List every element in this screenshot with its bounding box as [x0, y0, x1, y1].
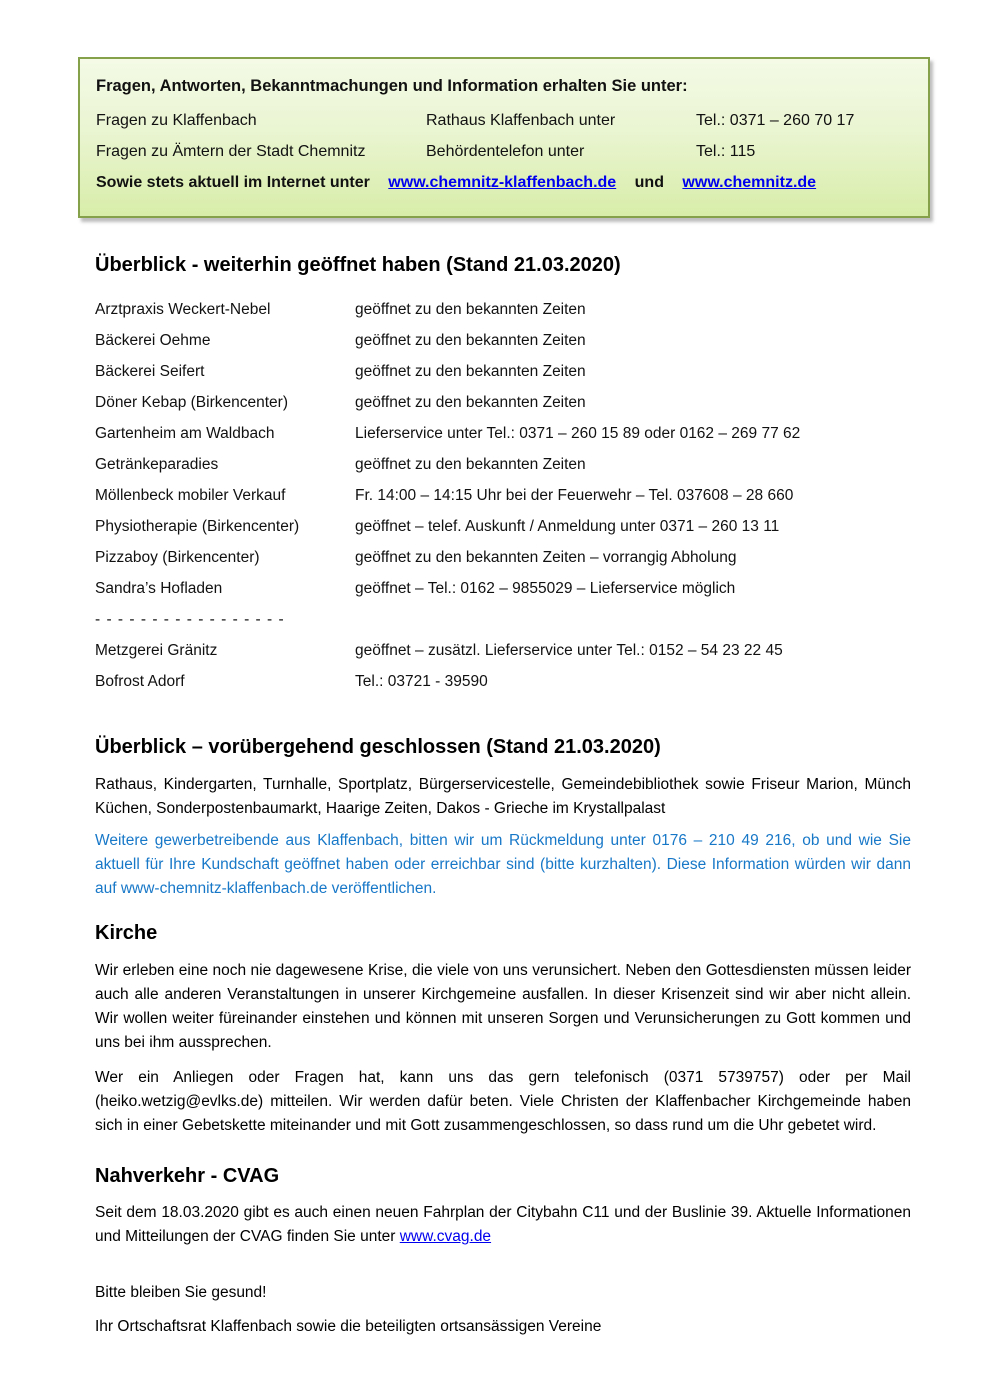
open-business-list: [95, 294, 911, 604]
business-status: geöffnet zu den bekannten Zeiten: [355, 394, 586, 411]
business-status: geöffnet zu den bekannten Zeiten: [355, 456, 586, 473]
business-status: geöffnet – zusätzl. Lieferservice unter Tel.: 0152 – 54 23 22 45: [355, 642, 783, 659]
business-row: [95, 635, 911, 666]
business-name: Möllenbeck mobiler Verkauf: [95, 487, 286, 504]
dashed-separator: - - - - - - - - - - - - - - - - -: [95, 611, 285, 628]
transport-paragraph: [95, 1201, 911, 1249]
business-status: geöffnet zu den bekannten Zeiten: [355, 301, 586, 318]
business-name: Bofrost Adorf: [95, 673, 185, 690]
business-name: Bäckerei Oehme: [95, 332, 211, 349]
info-row-topic: Fragen zu Ämtern der Stadt Chemnitz: [96, 143, 366, 160]
main-content: [95, 0, 911, 1339]
business-row: [95, 418, 911, 449]
link-cvag[interactable]: www.cvag.de: [399, 1228, 492, 1245]
info-box-title: Fragen, Antworten, Bekanntmachungen und Information erhalten Sie unter:: [96, 77, 688, 95]
info-row-phone: Tel.: 115: [696, 143, 756, 160]
business-name: Bäckerei Seifert: [95, 363, 205, 380]
business-row: [95, 666, 911, 697]
info-footer-conjunction: und: [634, 174, 664, 191]
closing-line-2: Ihr Ortschaftsrat Klaffenbach sowie die beteiligten ortsansässigen Vereine: [95, 1318, 602, 1335]
business-status: Fr. 14:00 – 14:15 Uhr bei der Feuerwehr – Tel. 037608 – 28 660: [355, 487, 794, 504]
business-status: geöffnet zu den bekannten Zeiten – vorrangig Abholung: [355, 549, 737, 566]
link-chemnitz[interactable]: www.chemnitz.de: [682, 174, 817, 191]
business-name: Döner Kebap (Birkencenter): [95, 394, 288, 411]
business-name: Pizzaboy (Birkencenter): [95, 549, 260, 566]
business-row: [95, 294, 911, 325]
business-name: Gartenheim am Waldbach: [95, 425, 275, 442]
info-row-topic: Fragen zu Klaffenbach: [96, 112, 257, 129]
info-row-place: Behördentelefon unter: [426, 143, 585, 160]
business-status: Lieferservice unter Tel.: 0371 – 260 15 89 oder 0162 – 269 77 62: [355, 425, 801, 442]
business-row: [95, 573, 911, 604]
open-business-list-extra: [95, 635, 911, 697]
business-name: Metzgerei Gränitz: [95, 642, 218, 659]
closing-line-1: Bitte bleiben Sie gesund!: [95, 1284, 267, 1301]
business-row: [95, 387, 911, 418]
business-row: [95, 325, 911, 356]
business-status: geöffnet zu den bekannten Zeiten: [355, 363, 586, 380]
business-row: [95, 356, 911, 387]
business-name: Arztpraxis Weckert-Nebel: [95, 301, 271, 318]
business-row: [95, 449, 911, 480]
church-paragraph-2: Wer ein Anliegen oder Fragen hat, kann uns das gern telefonisch (0371 5739757) oder per Mail (heiko.wetzig@evlks.de) mitteilen. Wir werden dafür beten. Viele Christen der Klaffenbacher Kirchgemeinde haben sich in einer Gebetskette miteinander und mit Gott zusammengeschlossen, so dass rund um die Uhr gebetet wird.: [95, 1069, 911, 1134]
closed-places-text: Rathaus, Kindergarten, Turnhalle, Sportplatz, Bürgerservicestelle, Gemeindebibliothek sowie Friseur Marion, Münch Küchen, Sonderpostenbaumarkt, Haarige Zeiten, Dakos - Grieche im Krystallpalast: [95, 776, 911, 817]
transport-section-heading: Nahverkehr - CVAG: [95, 1165, 280, 1187]
business-status: geöffnet – Tel.: 0162 – 9855029 – Lieferservice möglich: [355, 580, 736, 597]
closed-section-heading: Überblick – vorübergehend geschlossen (Stand 21.03.2020): [95, 736, 661, 758]
transport-text: Seit dem 18.03.2020 gibt es auch einen neuen Fahrplan der Citybahn C11 und der Buslinie 39. Aktuelle Informationen und Mitteilungen der CVAG finden Sie unter: [95, 1204, 911, 1245]
business-name: Sandra’s Hofladen: [95, 580, 223, 597]
open-section-heading: Überblick - weiterhin geöffnet haben (Stand 21.03.2020): [95, 254, 621, 276]
business-status: geöffnet zu den bekannten Zeiten: [355, 332, 586, 349]
business-row: [95, 542, 911, 573]
info-row-place: Rathaus Klaffenbach unter: [426, 112, 616, 129]
business-name: Getränkeparadies: [95, 456, 219, 473]
link-chemnitz-klaffenbach[interactable]: www.chemnitz-klaffenbach.de: [388, 174, 617, 191]
info-footer-prefix: Sowie stets aktuell im Internet unter: [96, 174, 370, 191]
business-status: geöffnet – telef. Auskunft / Anmeldung unter 0371 – 260 13 11: [355, 518, 780, 535]
business-row: [95, 480, 911, 511]
church-paragraph-1: Wir erleben eine noch nie dagewesene Krise, die viele von uns verunsichert. Neben den Gottesdiensten müssen leider auch alle anderen Veranstaltungen in unserer Kirchgemeine ausfallen. In dieser Krisenzeit sind wir aber nicht allein. Wir wollen weiter füreinander einstehen und können mit unseren Sorgen und Verunsicherungen zu Gott kommen und uns bei ihm aussprechen.: [95, 962, 911, 1051]
business-feedback-notice: Weitere gewerbetreibende aus Klaffenbach, bitten wir um Rückmeldung unter 0176 – 210 49 216, ob und wie Sie aktuell für Ihre Kundschaft geöffnet haben oder erreichbar sind (bitte kurzhalten). Diese Information würden wir dann auf www-chemnitz-klaffenbach.de veröffentlichen.: [95, 832, 911, 897]
church-section-heading: Kirche: [95, 922, 158, 944]
info-row-phone: Tel.: 0371 – 260 70 17: [696, 112, 855, 129]
business-row: [95, 511, 911, 542]
business-status: Tel.: 03721 - 39590: [355, 673, 488, 690]
business-name: Physiotherapie (Birkencenter): [95, 518, 300, 535]
